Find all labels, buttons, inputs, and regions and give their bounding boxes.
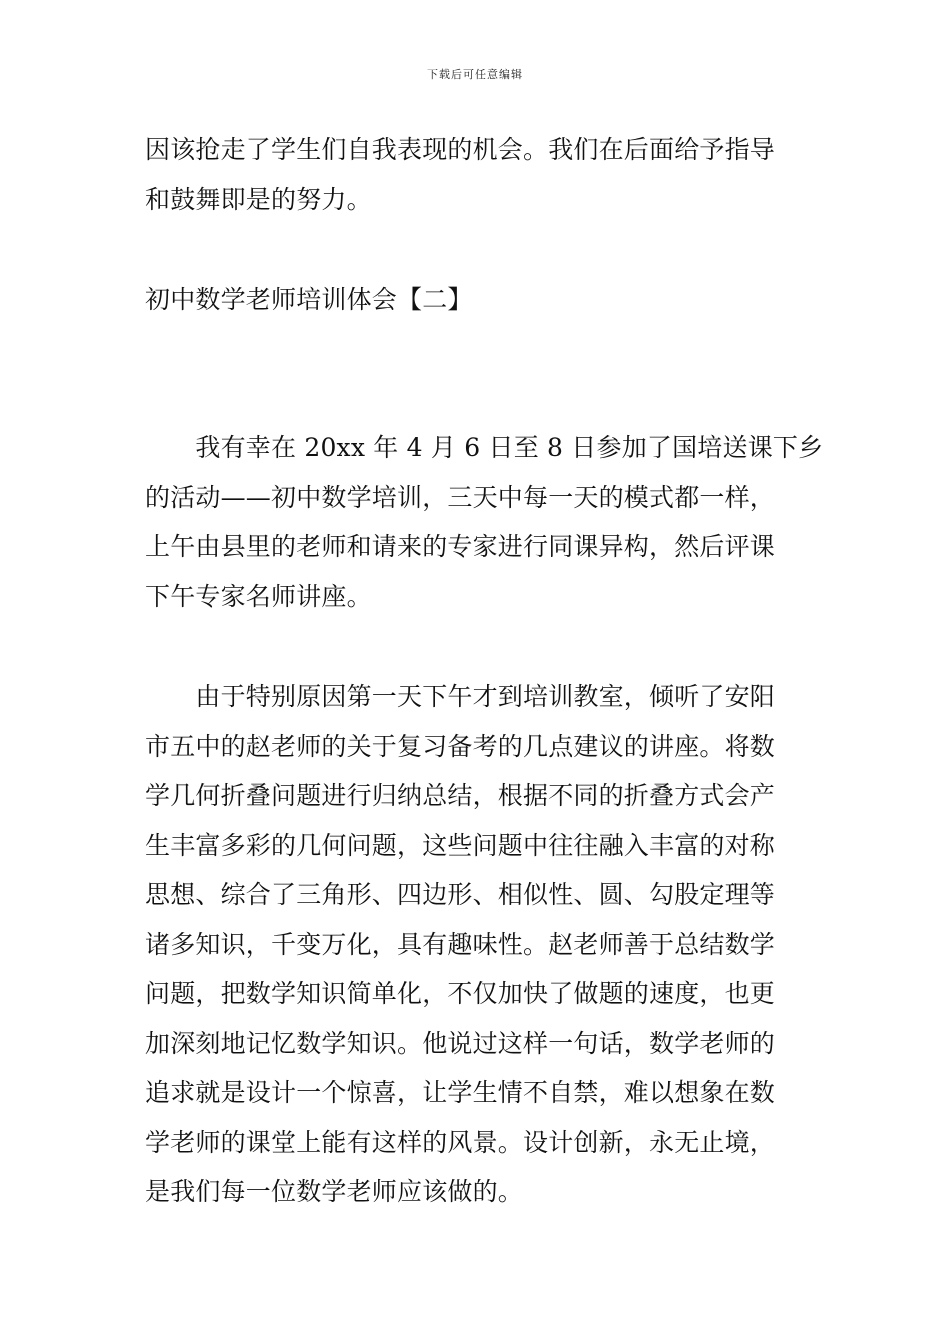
paragraph-intro <box>145 423 824 621</box>
paragraph-line: 诸多知识，千变万化，具有趣味性。赵老师善于总结数学 <box>145 929 776 959</box>
paragraph-line: 下午专家名师讲座。 <box>145 581 372 611</box>
paragraph-line: 市五中的赵老师的关于复习备考的几点建议的讲座。将数 <box>145 731 776 761</box>
paragraph-lecture <box>145 672 807 1217</box>
paragraph-line: 我有幸在 20xx 年 4 月 6 日至 8 日参加了国培送课下乡 <box>145 433 824 462</box>
section-title: 初中数学老师培训体会【二】 <box>145 285 473 314</box>
paragraph-line: 的活动——初中数学培训，三天中每一天的模式都一样， <box>145 482 776 512</box>
paragraph-line: 是我们每一位数学老师应该做的。 <box>145 1177 524 1206</box>
paragraph-line: 和鼓舞即是的努力。 <box>145 184 372 214</box>
paragraph-continuation <box>145 125 807 224</box>
paragraph-line: 因该抢走了学生们自我表现的机会。我们在后面给予指导 <box>145 135 776 164</box>
paragraph-line: 上午由县里的老师和请来的专家进行同课异构，然后评课 <box>145 532 776 561</box>
paragraph-line: 思想、综合了三角形、四边形、相似性、圆、勾股定理等 <box>145 880 776 909</box>
paragraph-line: 学几何折叠问题进行归纳总结，根据不同的折叠方式会产 <box>145 781 776 810</box>
paragraph-line: 学老师的课堂上能有这样的风景。设计创新，永无止境， <box>145 1127 776 1157</box>
paragraph-line: 加深刻地记忆数学知识。他说过这样一句话，数学老师的 <box>145 1028 776 1058</box>
paragraph-line: 由于特别原因第一天下午才到培训教室，倾听了安阳 <box>145 682 776 711</box>
paragraph-line: 追求就是设计一个惊喜，让学生情不自禁，难以想象在数 <box>145 1078 776 1107</box>
header-note: 下载后可任意编辑 <box>427 68 523 81</box>
paragraph-line: 问题，把数学知识简单化，不仅加快了做题的速度，也更 <box>145 979 776 1008</box>
paragraph-line: 生丰富多彩的几何问题，这些问题中往往融入丰富的对称 <box>145 830 776 860</box>
